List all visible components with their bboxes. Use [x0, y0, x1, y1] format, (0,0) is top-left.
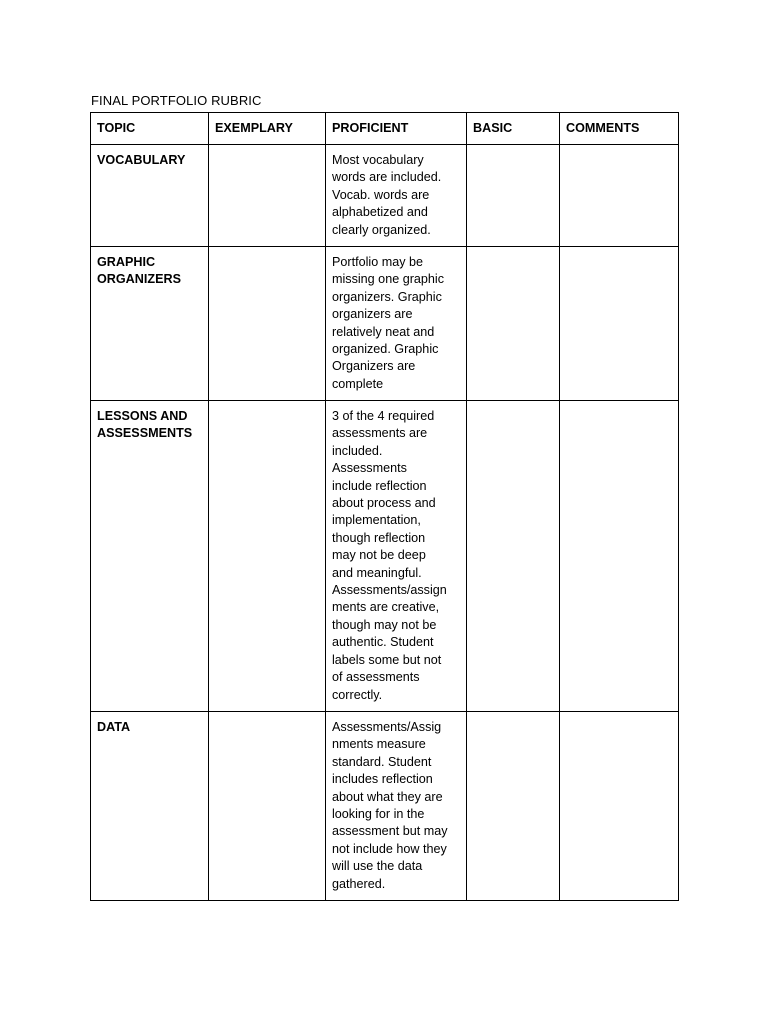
- proficient-cell: Assessments/Assig nments measure standard. Student includes reflection about what they are looking for in the assessment but may not include how they will use the data gathered.: [326, 712, 467, 901]
- table-header-row: [91, 113, 679, 145]
- comments-cell: [560, 401, 679, 712]
- header-topic: TOPIC: [91, 113, 209, 145]
- basic-cell: [467, 145, 560, 247]
- rubric-table: [90, 112, 679, 901]
- comments-cell: [560, 712, 679, 901]
- exemplary-cell: [209, 401, 326, 712]
- header-basic: BASIC: [467, 113, 560, 145]
- exemplary-cell: [209, 247, 326, 401]
- topic-cell: DATA: [91, 712, 209, 901]
- comments-cell: [560, 247, 679, 401]
- exemplary-cell: [209, 712, 326, 901]
- header-exemplary: EXEMPLARY: [209, 113, 326, 145]
- topic-cell: LESSONS AND ASSESSMENTS: [91, 401, 209, 712]
- exemplary-cell: [209, 145, 326, 247]
- basic-cell: [467, 247, 560, 401]
- header-comments: COMMENTS: [560, 113, 679, 145]
- basic-cell: [467, 401, 560, 712]
- proficient-cell: 3 of the 4 required assessments are included. Assessments include reflection about process and implementation, though reflection may not be deep and meaningful. Assessments/assign ments are creative, though may not be authentic. Student labels some but not of assessments correctly.: [326, 401, 467, 712]
- table-row-data: [91, 712, 679, 901]
- basic-cell: [467, 712, 560, 901]
- header-proficient: PROFICIENT: [326, 113, 467, 145]
- proficient-cell: Portfolio may be missing one graphic organizers. Graphic organizers are relatively neat and organized. Graphic Organizers are complete: [326, 247, 467, 401]
- topic-cell: VOCABULARY: [91, 145, 209, 247]
- table-row-graphic-organizers: [91, 247, 679, 401]
- topic-cell: GRAPHIC ORGANIZERS: [91, 247, 209, 401]
- proficient-cell: Most vocabulary words are included. Vocab. words are alphabetized and clearly organized.: [326, 145, 467, 247]
- table-row-vocabulary: [91, 145, 679, 247]
- table-row-lessons-assessments: [91, 401, 679, 712]
- document-title: FINAL PORTFOLIO RUBRIC: [91, 93, 262, 108]
- comments-cell: [560, 145, 679, 247]
